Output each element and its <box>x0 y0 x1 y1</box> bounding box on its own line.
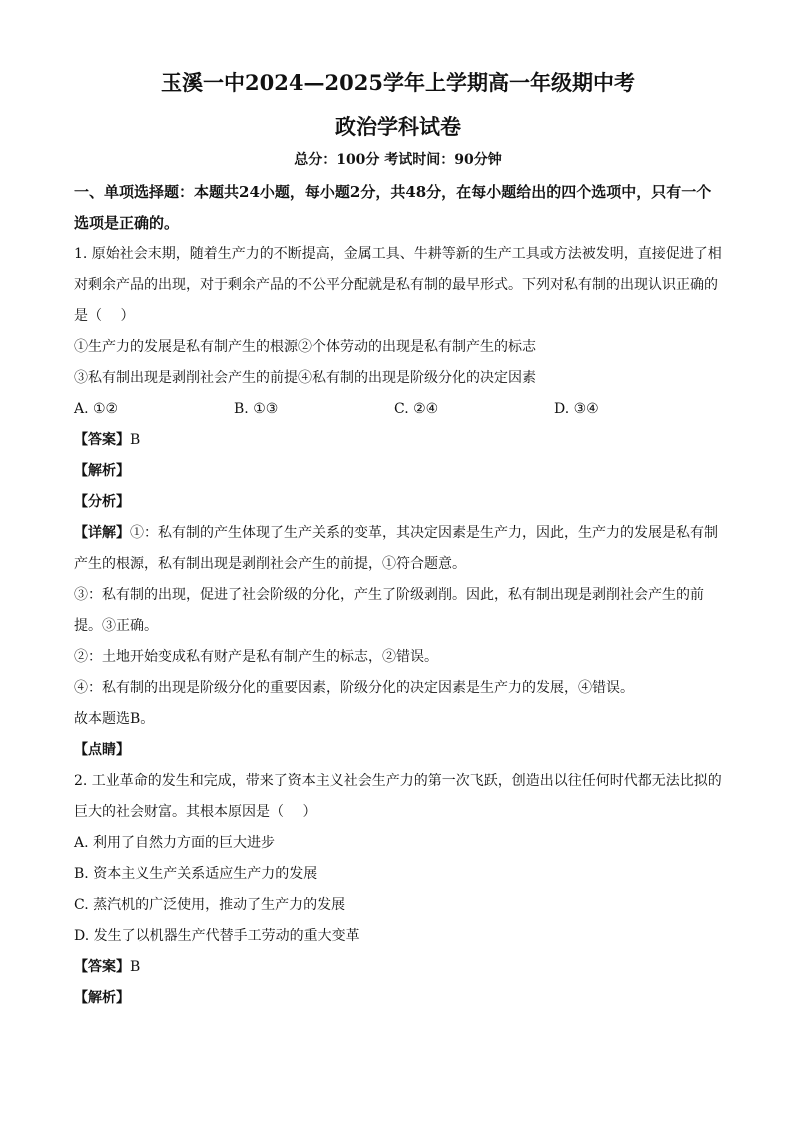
answer-label: 【答案】 <box>74 432 130 448</box>
exam-subject-title: 政治学科试卷 <box>335 114 461 139</box>
question-1-option-d: D. ③④ <box>554 401 599 417</box>
exam-info: 总分：100分 考试时间：90分钟 <box>294 152 502 168</box>
question-1-detail-3: ②：土地开始变成私有财产是私有制产生的标志，②错误。 <box>74 649 438 665</box>
question-2-stem: 2. 工业革命的发生和完成，带来了资本主义社会生产力的第一次飞跃，创造出以往任何时代都无法比拟的巨大的社会财富。其根本原因是（ ） <box>74 773 722 820</box>
question-1 <box>74 239 722 766</box>
question-2 <box>74 766 722 1014</box>
question-1-answer <box>74 425 722 456</box>
question-1-option-c: C. ②④ <box>394 401 439 417</box>
question-1-analysis-label: 【解析】 <box>74 463 130 479</box>
question-1-dianjing-label: 【点睛】 <box>74 742 130 758</box>
detail-text: ①：私有制的产生体现了生产关系的变革，其决定因素是生产力，因此，生产力的发展是私有制产生的根源，私有制出现是剥削社会产生的前提，①符合题意。 <box>74 525 718 572</box>
question-1-stem: 1. 原始社会末期，随着生产力的不断提高，金属工具、牛耕等新的生产工具或方法被发明，直接促进了相对剩余产品的出现，对于剩余产品的不公平分配就是私有制的最早形式。下列对私有制的出现认识正确的是（ ） <box>74 246 722 324</box>
question-1-statement-2: ③私有制出现是剥削社会产生的前提④私有制的出现是阶级分化的决定因素 <box>74 370 536 386</box>
question-1-fenxi-label: 【分析】 <box>74 494 130 510</box>
answer-label: 【答案】 <box>74 959 130 975</box>
question-2-option-b: B. 资本主义生产关系适应生产力的发展 <box>74 866 318 882</box>
question-2-option-d: D. 发生了以机器生产代替手工劳动的重大变革 <box>74 928 360 944</box>
detail-label: 【详解】 <box>74 525 130 541</box>
answer-value: B <box>130 959 141 975</box>
question-2-answer <box>74 952 722 983</box>
question-1-detail-1 <box>74 518 722 580</box>
question-1-detail-2: ③：私有制的出现，促进了社会阶级的分化，产生了阶级剥削。因此，私有制出现是剥削社会产生的前提。③正确。 <box>74 587 704 634</box>
question-2-option-a: A. 利用了自然力方面的巨大进步 <box>74 835 276 851</box>
question-1-detail-4: ④：私有制的出现是阶级分化的重要因素，阶级分化的决定因素是生产力的发展，④错误。 <box>74 680 634 696</box>
question-1-options <box>74 394 722 425</box>
answer-value: B <box>130 432 141 448</box>
question-2-option-c: C. 蒸汽机的广泛使用，推动了生产力的发展 <box>74 897 346 913</box>
section-heading: 一、单项选择题：本题共24小题，每小题2分，共48分，在每小题给出的四个选项中，只有一个选项是正确的。 <box>74 183 712 232</box>
exam-title: 玉溪一中2024—2025学年上学期高一年级期中考 <box>161 70 635 95</box>
question-1-option-a: A. ①② <box>74 401 119 417</box>
question-1-option-b: B. ①③ <box>234 401 279 417</box>
question-1-statement-1: ①生产力的发展是私有制产生的根源②个体劳动的出现是私有制产生的标志 <box>74 339 536 355</box>
question-2-analysis-label: 【解析】 <box>74 990 130 1006</box>
question-1-conclusion: 故本题选B。 <box>74 711 155 727</box>
